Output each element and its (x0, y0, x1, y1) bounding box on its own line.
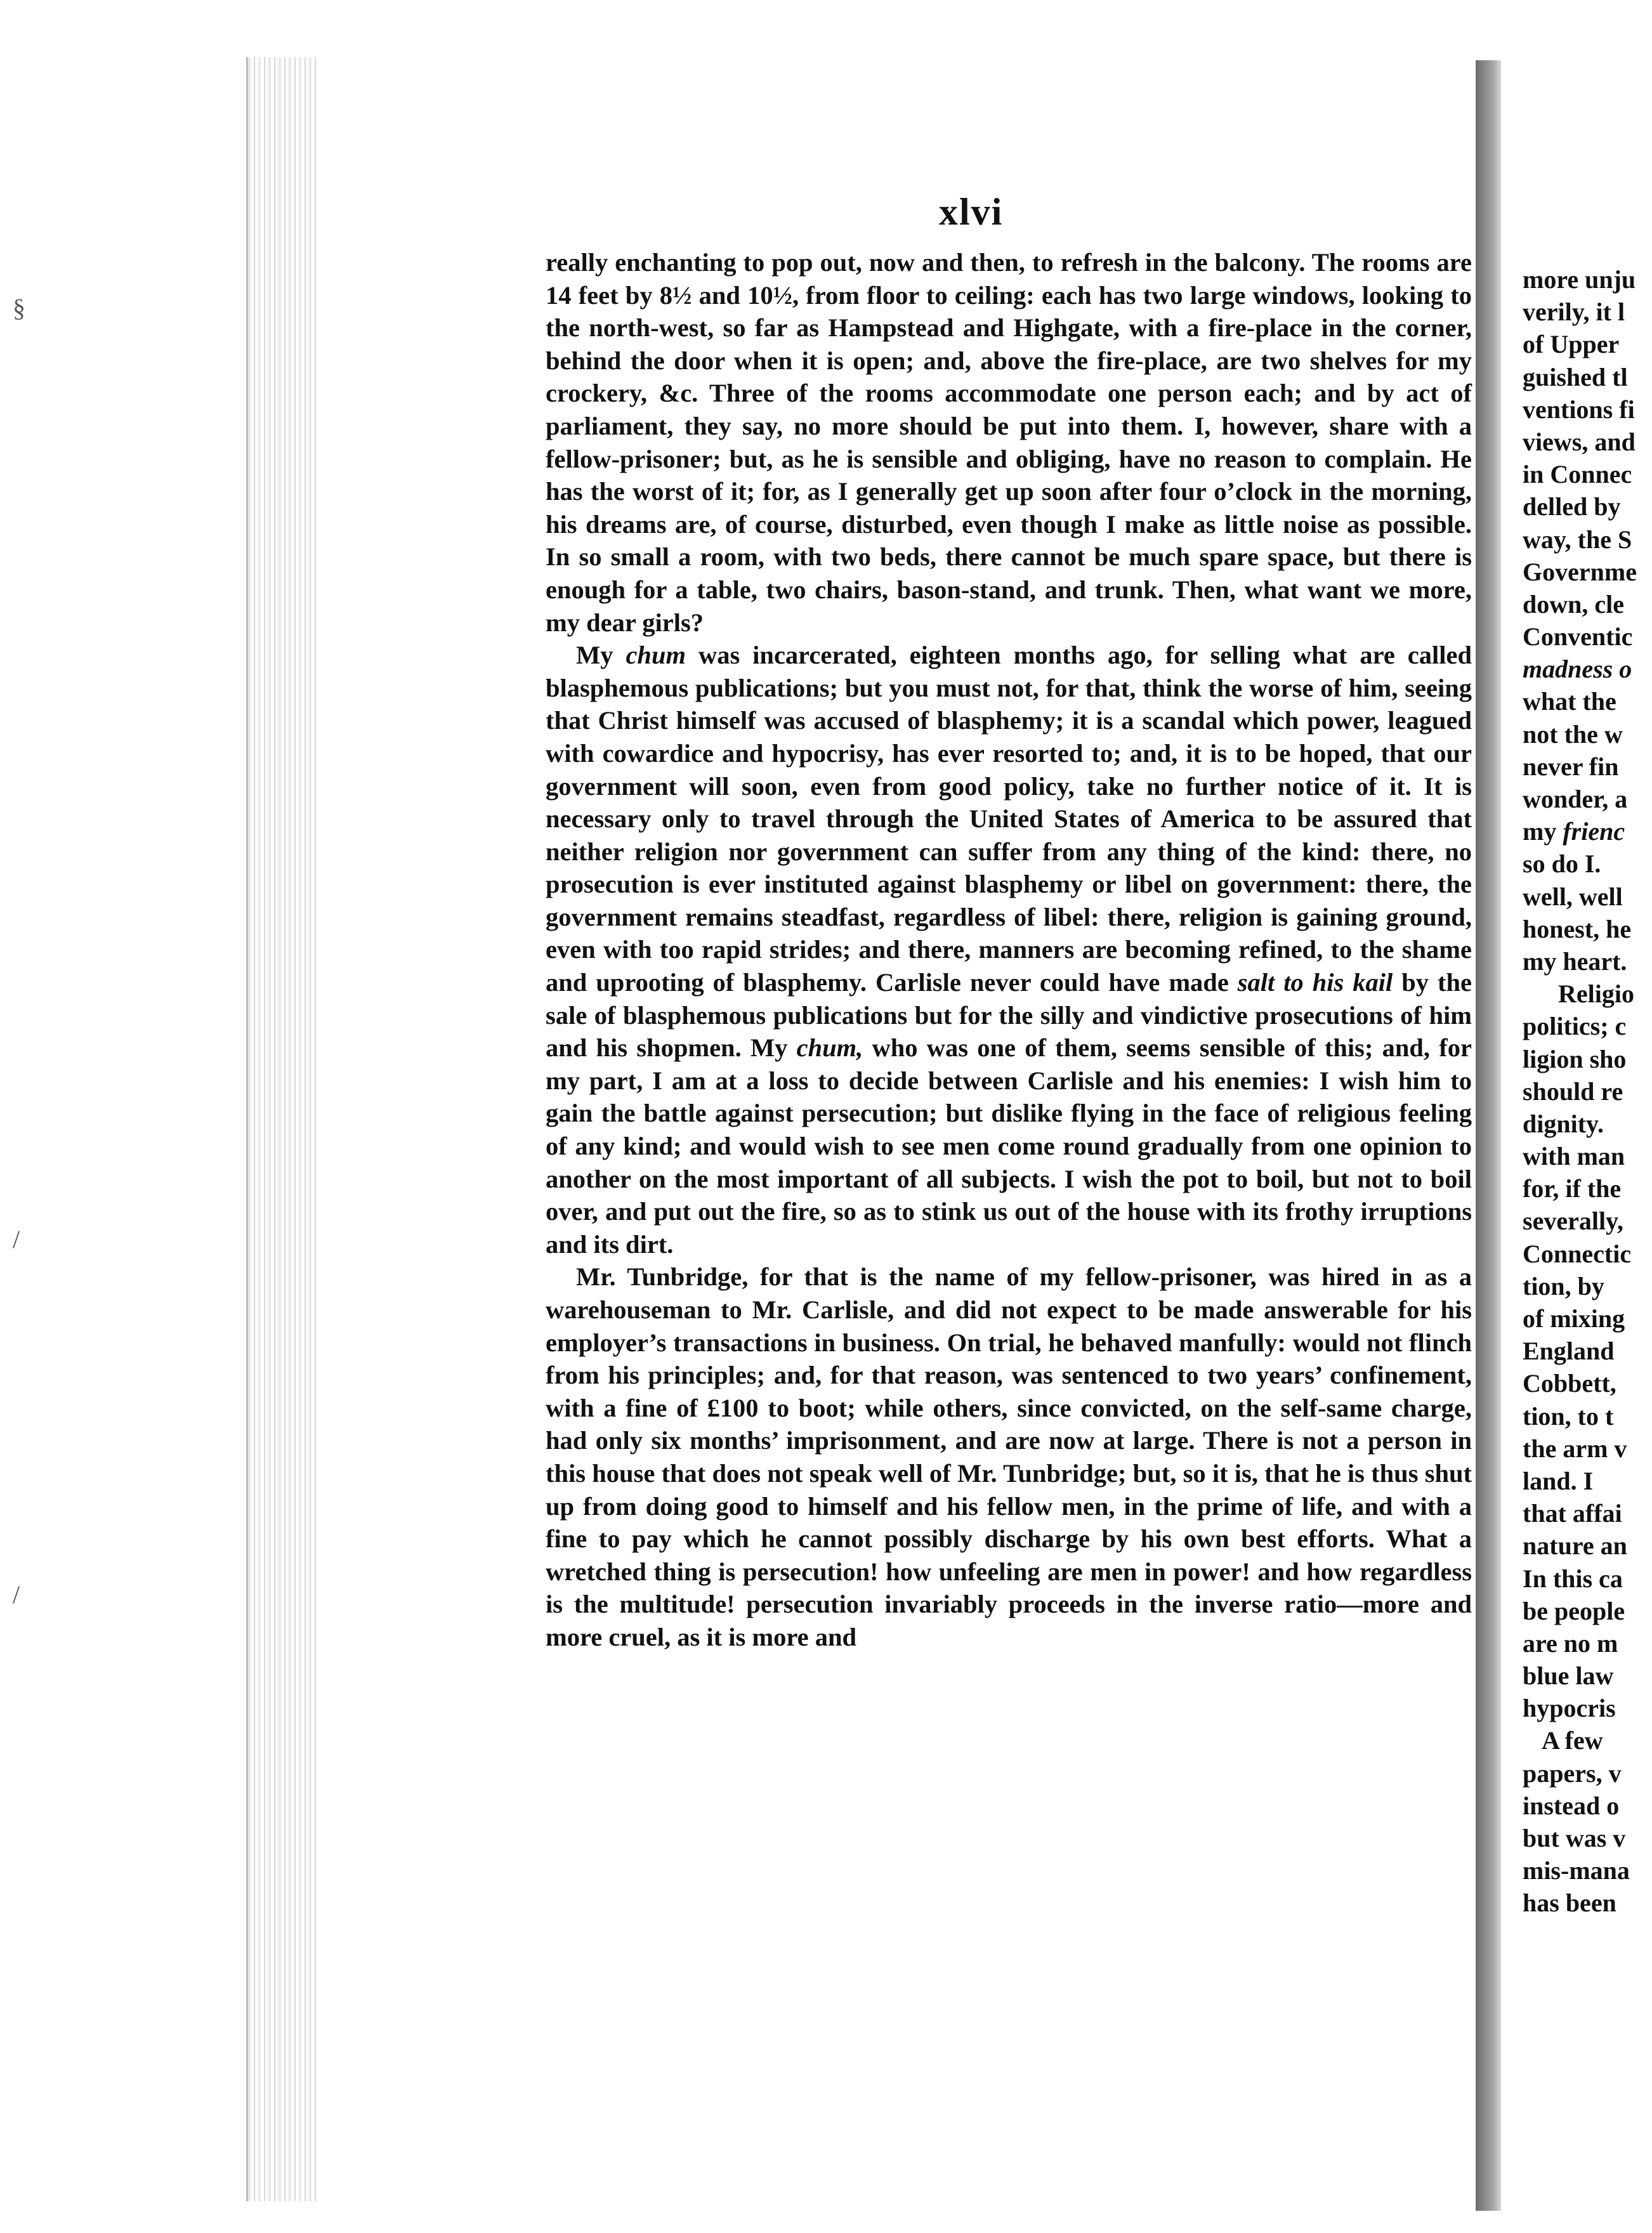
facing-page-line: Cobbett, (1523, 1369, 1616, 1398)
facing-page-line: not the w (1523, 719, 1623, 749)
facing-page-line: for, if the (1523, 1174, 1622, 1203)
facing-page-line: are no m (1523, 1628, 1618, 1658)
gutter-mark: / (13, 1580, 20, 1609)
facing-page-text (1523, 263, 1652, 1920)
facing-page-line: severally, (1523, 1207, 1623, 1236)
facing-page-line: with man (1523, 1142, 1625, 1171)
facing-page-line: so do I. (1523, 849, 1601, 879)
facing-page-line: the arm v (1523, 1434, 1627, 1463)
facing-page-line: should re (1523, 1077, 1623, 1106)
body-paragraph (546, 246, 1472, 639)
facing-page-line: guished tl (1523, 362, 1628, 391)
text-run: My (576, 641, 626, 670)
body-paragraph (546, 1261, 1472, 1653)
text-run: Mr. Tunbridge, for that is the name of my fellow-prisoner, was hired in as a warehouseman to Mr. Carlisle, and did not expect to be made answerable for his employer’s transactions in business. On trial, he behaved manfully: would not flinch from his principles; and, for that reason, was sentenced to two years’ confinement, with a fine of £100 to boot; while others, since convicted, on the self-same charge, had only six months’ imprisonment, and are now at large. There is not a person in this house that does not speak well of Mr. Tunbridge; but, so it is, that he is thus shut up from doing good to himself and his fellow men, in the prime of life, and with a fine to pay which he cannot possibly discharge by his own best efforts. What a wretched thing is persecution! how unfeeling are men in power! and how regardless is the multitude! persecution invariably proceeds in the inverse ratio—more and more cruel, as it is more and (546, 1262, 1472, 1651)
facing-page-line: honest, he (1523, 914, 1632, 943)
facing-page-line: my frienc (1523, 817, 1625, 846)
facing-page-line: delled by (1523, 492, 1621, 521)
binding-margin (0, 0, 247, 2233)
gutter-mark: § (13, 294, 25, 322)
facing-page-line: papers, v (1523, 1758, 1622, 1788)
facing-page-line: instead o (1523, 1791, 1620, 1820)
facing-page-line: dignity. (1523, 1109, 1604, 1138)
page-number-header: xlvi (939, 191, 1004, 233)
text-run: who was one of them, seems sensible of this; and, for my part, I am at a loss to decide between Carlisle and his enemies: I wish him to gain the battle against persecution; but dislike flying in the face of religious feeling of any kind; and would wish to see men come round gradually from one opinion to another on the most important of all subjects. I wish the pot to boil, but not to boil over, and put out the fire, so as to stink us out of the house with its frothy irruptions and its dirt. (546, 1033, 1472, 1259)
facing-page-line: down, cle (1523, 589, 1624, 619)
facing-page-line: tion, to t (1523, 1401, 1614, 1431)
facing-page-line: more unju (1523, 265, 1636, 294)
italic-run: chum (626, 641, 686, 670)
facing-page-line: England (1523, 1337, 1615, 1366)
italic-run: salt to his kail (1237, 968, 1393, 997)
facing-page-line: wonder, a (1523, 785, 1628, 813)
page-separator-shadow (1476, 60, 1501, 2211)
facing-page-line: ligion sho (1523, 1044, 1627, 1073)
facing-page-line: my heart. (1523, 946, 1627, 976)
facing-page-line: tion, by (1523, 1271, 1604, 1300)
facing-page-line: of mixing (1523, 1304, 1625, 1333)
italic-run: chum, (796, 1033, 863, 1063)
facing-page-line: mis-mana (1523, 1856, 1630, 1885)
gutter-mark: / (13, 1225, 20, 1254)
facing-page-line: blue law (1523, 1661, 1614, 1691)
text-run: was incarcerated, eighteen months ago, for selling what are called blasphemous publications; but you must not, for that, think the worse of him, seeing that Christ himself was accused of blasphemy; it is a scandal which power, leagued with cowardice and hypocrisy, has ever resorted to; and, it is to be hoped, that our government will soon, even from good policy, take no further notice of it. It is necessary only to travel through the United States of America to be assured that neither religion nor government can suffer from any thing of the kind: there, no prosecution is ever instituted against blasphemy or libel on government: there, the government remains steadfast, regardless of libel: there, religion is gaining ground, even with too rapid strides; and there, manners are becoming refined, to the shame and uprooting of blasphemy. Carlisle never could have made (546, 641, 1472, 997)
facing-page-line: Conventic (1523, 622, 1633, 652)
facing-page-line: Connectic (1523, 1239, 1632, 1268)
facing-page-line: views, and (1523, 427, 1636, 456)
facing-page-line: Religio (1558, 979, 1634, 1009)
facing-page-line: in Connec (1523, 460, 1632, 489)
facing-page-line: that affai (1523, 1499, 1622, 1528)
facing-page-line: way, the S (1523, 525, 1632, 554)
facing-page-line: has been (1523, 1889, 1616, 1918)
facing-page-line: never fin (1523, 752, 1619, 781)
text-run: really enchanting to pop out, now and then, to refresh in the balcony. The rooms are 14 feet by 8½ and 10½, from floor to ceiling: each has two large windows, looking to the north-west, so far as Hampstead and Highgate, with a fire-place in the corner, behind the door when it is open; and, above the fire-place, are two shelves for my crockery, &c. Three of the rooms accommodate one person each; and by act of parliament, they say, no more should be put into them. I, however, share with a fellow-prisoner; but, as he is sensible and obliging, have no reason to complain. He has the worst of it; for, as I generally get up soon after four o’clock in the morning, his dreams are, of course, disturbed, even though I make as little noise as possible. In so small a room, with two beds, there cannot be much spare space, but there is enough for a table, two chairs, bason-stand, and trunk. Then, what want we more, my dear girls? (546, 248, 1472, 637)
facing-page-line: hypocris (1523, 1694, 1616, 1723)
body-paragraph (546, 639, 1472, 1261)
facing-page-line: land. I (1523, 1466, 1594, 1495)
facing-page-line: ventions fi (1523, 395, 1635, 424)
facing-page-line: politics; c (1523, 1012, 1627, 1041)
facing-page-line: madness o (1523, 655, 1632, 684)
facing-page-line: verily, it l (1523, 298, 1625, 327)
main-text-column (546, 246, 1472, 1654)
facing-page-line: of Upper (1523, 330, 1620, 359)
facing-page-line: be people (1523, 1596, 1625, 1625)
facing-page-line: A few (1542, 1726, 1603, 1755)
facing-page-line: nature an (1523, 1531, 1627, 1561)
facing-page-line: but was v (1523, 1824, 1626, 1852)
facing-page-line: what the (1523, 687, 1616, 716)
facing-page-line: Governme (1523, 557, 1637, 586)
text-run: by the sale of blasphemous publications but for the silly and vindictive prosecutions of him and his shopmen. My (546, 968, 1472, 1063)
facing-page-line: well, well (1523, 882, 1623, 911)
facing-page-line: In this ca (1523, 1564, 1623, 1593)
